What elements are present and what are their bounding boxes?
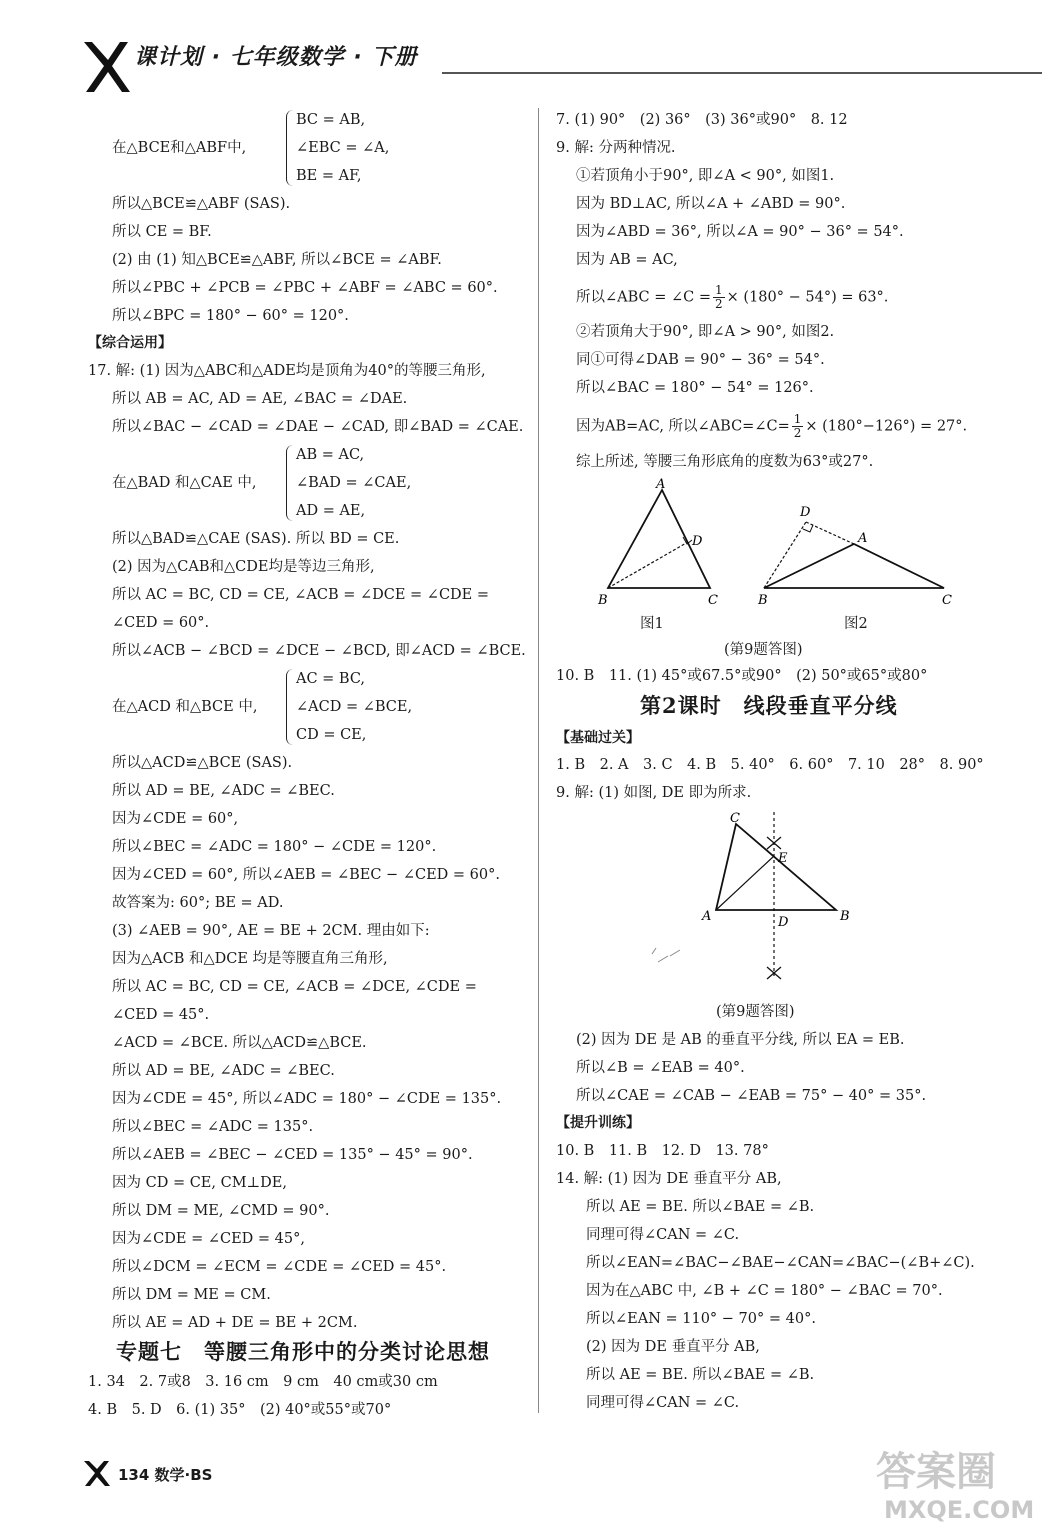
text-line: AD = AE,: [296, 503, 366, 519]
text-line: 所以∠BEC = ∠ADC = 180° − ∠CDE = 120°.: [112, 839, 437, 855]
header-title: 课计划 · 七年级数学 · 下册: [134, 45, 418, 70]
text-line: 4. B 5. D 6. (1) 35° (2) 40°或55°或70°: [88, 1402, 392, 1418]
text-line: 所以∠BEC = ∠ADC = 135°.: [112, 1119, 314, 1135]
label-D: D: [778, 915, 789, 930]
text-line: ②若顶角大于90°, 即∠A > 90°, 如图2.: [576, 324, 835, 340]
text-line: 7. (1) 90° (2) 36° (3) 36°或90° 8. 12: [556, 112, 848, 128]
text-line: 所以 AE = AD + DE = BE + 2CM.: [112, 1315, 358, 1331]
text-line: (2) 因为 DE 是 AB 的垂直平分线, 所以 EA = EB.: [576, 1032, 905, 1048]
formula-suffix: × (180° − 54°) = 63°.: [726, 289, 889, 306]
text-line: (2) 因为△CAB和△CDE均是等边三角形,: [112, 559, 375, 575]
fraction-denominator: 2: [715, 297, 723, 311]
label-A: A: [702, 909, 712, 924]
formula-suffix: × (180°−126°) = 27°.: [805, 418, 968, 435]
text-line: 所以∠BAC − ∠CAD = ∠DAE − ∠CAD, 即∠BAD = ∠CAE.: [112, 419, 524, 435]
text-line: 因为△ACB 和△DCE 均是等腰直角三角形,: [112, 951, 388, 967]
section-title: 第2课时 线段垂直平分线: [640, 693, 898, 718]
text-line: 9. 解: 分两种情况.: [556, 140, 676, 156]
figure-caption: 图2: [844, 616, 868, 632]
text-line: ∠CED = 45°.: [112, 1007, 210, 1023]
text-line: 所以 AC = BC, CD = CE, ∠ACB = ∠DCE = ∠CDE =: [112, 587, 490, 603]
brace: [286, 669, 293, 745]
text-line: 10. B 11. (1) 45°或67.5°或90° (2) 50°或65°或80°: [556, 668, 928, 684]
text-line: 所以 DM = ME, ∠CMD = 90°.: [112, 1203, 330, 1219]
text-line: 因为 AB = AC,: [576, 252, 678, 268]
text-line: AB = AC,: [296, 447, 365, 463]
section-title: 专题七 等腰三角形中的分类讨论思想: [116, 1339, 490, 1364]
text-line: 所以 CE = BF.: [112, 224, 212, 240]
header-rule: [442, 72, 1042, 74]
text-line: 所以∠DCM = ∠ECM = ∠CDE = ∠CED = 45°.: [112, 1259, 447, 1275]
text-line: 同理可得∠CAN = ∠C.: [586, 1395, 740, 1411]
text-line: 在△BCE和△ABF中,: [112, 140, 247, 156]
label-C: C: [730, 811, 740, 826]
text-line: 所以∠BAC = 180° − 54° = 126°.: [576, 380, 814, 396]
text-line: [576, 284, 888, 311]
text-line: 所以∠CAE = ∠CAB − ∠EAB = 75° − 40° = 35°.: [576, 1088, 927, 1104]
watermark: [868, 1440, 1043, 1530]
label-E: E: [778, 851, 788, 866]
text-line: ∠ACD = ∠BCE,: [296, 699, 413, 715]
watermark-url: MXQE.COM: [884, 1496, 1035, 1524]
text-line: 同理可得∠CAN = ∠C.: [586, 1227, 740, 1243]
text-line: 所以 AB = AC, AD = AE, ∠BAC = ∠DAE.: [112, 391, 408, 407]
fraction-numerator: 1: [715, 283, 723, 297]
text-line: 所以∠EAN = 110° − 70° = 40°.: [586, 1311, 816, 1327]
text-line: 17. 解: (1) 因为△ABC和△ADE均是顶角为40°的等腰三角形,: [88, 363, 486, 379]
brace: [286, 110, 293, 186]
text-line: ①若顶角小于90°, 即∠A < 90°, 如图1.: [576, 168, 835, 184]
text-line: AC = BC,: [296, 671, 366, 687]
label-B: B: [598, 593, 608, 608]
text-line: CD = CE,: [296, 727, 367, 743]
text-line: 所以 AE = BE. 所以∠BAE = ∠B.: [586, 1367, 815, 1383]
label-B: B: [840, 909, 850, 924]
text-line: 在△ACD 和△BCE 中,: [112, 699, 258, 715]
text-line: 1. 34 2. 7或8 3. 16 cm 9 cm 40 cm或30 cm: [88, 1374, 438, 1390]
label-D: D: [692, 534, 703, 549]
fraction-denominator: 2: [793, 426, 802, 440]
section-heading: 【提升训练】: [556, 1115, 640, 1131]
text-line: 故答案为: 60°; BE = AD.: [112, 895, 284, 911]
book-logo-icon: [82, 38, 132, 96]
figure-caption: (第9题答图): [716, 1004, 795, 1020]
text-line: ∠CED = 60°.: [112, 615, 210, 631]
text-line: (3) ∠AEB = 90°, AE = BE + 2CM. 理由如下:: [112, 923, 430, 939]
text-line: 所以∠ACB − ∠BCD = ∠DCE − ∠BCD, 即∠ACD = ∠BCE.: [112, 643, 526, 659]
text-line: 因为∠ABD = 36°, 所以∠A = 90° − 36° = 54°.: [576, 224, 904, 240]
figure-2: [757, 505, 952, 608]
text-line: 同①可得∠DAB = 90° − 36° = 54°.: [576, 352, 825, 368]
text-line: 所以△BCE≌△ABF (SAS).: [112, 196, 291, 212]
fraction: [792, 413, 804, 440]
text-line: 所以 DM = ME = CM.: [112, 1287, 271, 1303]
label-D: D: [800, 505, 811, 520]
text-line: 所以 AD = BE, ∠ADC = ∠BEC.: [112, 783, 335, 799]
text-line: 所以∠EAN=∠BAC−∠BAE−∠CAN=∠BAC−(∠B+∠C).: [586, 1255, 975, 1271]
text-line: ∠BAD = ∠CAE,: [296, 475, 412, 491]
figure-caption: (第9题答图): [724, 642, 803, 658]
formula-prefix: 所以∠ABC = ∠C =: [576, 289, 712, 306]
text-line: 因为 BD⊥AC, 所以∠A + ∠ABD = 90°.: [576, 196, 846, 212]
text-line: 所以 AE = BE. 所以∠BAE = ∠B.: [586, 1199, 815, 1215]
text-line: 因为∠CDE = 45°, 所以∠ADC = 180° − ∠CDE = 135°.: [112, 1091, 502, 1107]
text-line: 因为∠CDE = ∠CED = 45°,: [112, 1231, 305, 1247]
text-line: 因为在△ABC 中, ∠B + ∠C = 180° − ∠BAC = 70°.: [586, 1283, 943, 1299]
text-line: 所以∠B = ∠EAB = 40°.: [576, 1060, 745, 1076]
text-line: 所以△BAD≌△CAE (SAS). 所以 BD = CE.: [112, 531, 400, 547]
figure-caption: 图1: [640, 616, 664, 632]
text-line: ∠EBC = ∠A,: [296, 140, 390, 156]
figure-1: [597, 478, 718, 608]
section-heading: 【综合运用】: [88, 335, 172, 351]
text-line: 综上所述, 等腰三角形底角的度数为63°或27°.: [576, 454, 874, 470]
label-A: A: [656, 478, 666, 492]
label-B: B: [758, 593, 768, 608]
text-line: 所以∠PBC + ∠PCB = ∠PBC + ∠ABF = ∠ABC = 60°.: [112, 280, 498, 296]
text-line: ∠ACD = ∠BCE. 所以△ACD≌△BCE.: [112, 1035, 367, 1051]
column-divider: [538, 108, 539, 1413]
fraction-numerator: 1: [793, 412, 802, 426]
text-line: 所以∠BPC = 180° − 60° = 120°.: [112, 308, 349, 324]
text-line: 10. B 11. B 12. D 13. 78°: [556, 1143, 769, 1159]
text-line: (2) 由 (1) 知△BCE≌△ABF, 所以∠BCE = ∠ABF.: [112, 252, 442, 268]
label-A: A: [858, 531, 868, 546]
page-number: 134 数学·BS: [118, 1466, 213, 1484]
text-line: (2) 因为 DE 垂直平分 AB,: [586, 1339, 760, 1355]
text-line: 所以△ACD≌△BCE (SAS).: [112, 755, 293, 771]
text-line: BE = AF,: [296, 168, 362, 184]
text-line: 在△BAD 和△CAE 中,: [112, 475, 257, 491]
book-logo-icon: [82, 1458, 112, 1488]
page-header: [82, 38, 982, 98]
figure-9-perpendicular-bisector: [636, 808, 856, 988]
text-line: 所以 AD = BE, ∠ADC = ∠BEC.: [112, 1063, 335, 1079]
formula-prefix: 因为AB=AC, 所以∠ABC=∠C=: [576, 418, 790, 435]
text-line: BC = AB,: [296, 112, 366, 128]
label-C: C: [708, 593, 718, 608]
section-heading: 【基础过关】: [556, 730, 640, 746]
fraction: [713, 284, 725, 311]
text-line: 因为∠CED = 60°, 所以∠AEB = ∠BEC − ∠CED = 60°.: [112, 867, 500, 883]
text-line: 14. 解: (1) 因为 DE 垂直平分 AB,: [556, 1171, 782, 1187]
label-C: C: [942, 593, 952, 608]
text-line: 所以 AC = BC, CD = CE, ∠ACB = ∠DCE, ∠CDE =: [112, 979, 477, 995]
text-line: 因为 CD = CE, CM⊥DE,: [112, 1175, 287, 1191]
text-line: 9. 解: (1) 如图, DE 即为所求.: [556, 785, 752, 801]
text-line: 1. B 2. A 3. C 4. B 5. 40° 6. 60° 7. 10 28° 8. 90°: [556, 757, 984, 773]
text-line: 所以∠AEB = ∠BEC − ∠CED = 135° − 45° = 90°.: [112, 1147, 473, 1163]
text-line: 因为∠CDE = 60°,: [112, 811, 239, 827]
watermark-logo: 答案圈: [876, 1449, 996, 1495]
text-line: [576, 413, 967, 440]
brace: [286, 445, 293, 521]
